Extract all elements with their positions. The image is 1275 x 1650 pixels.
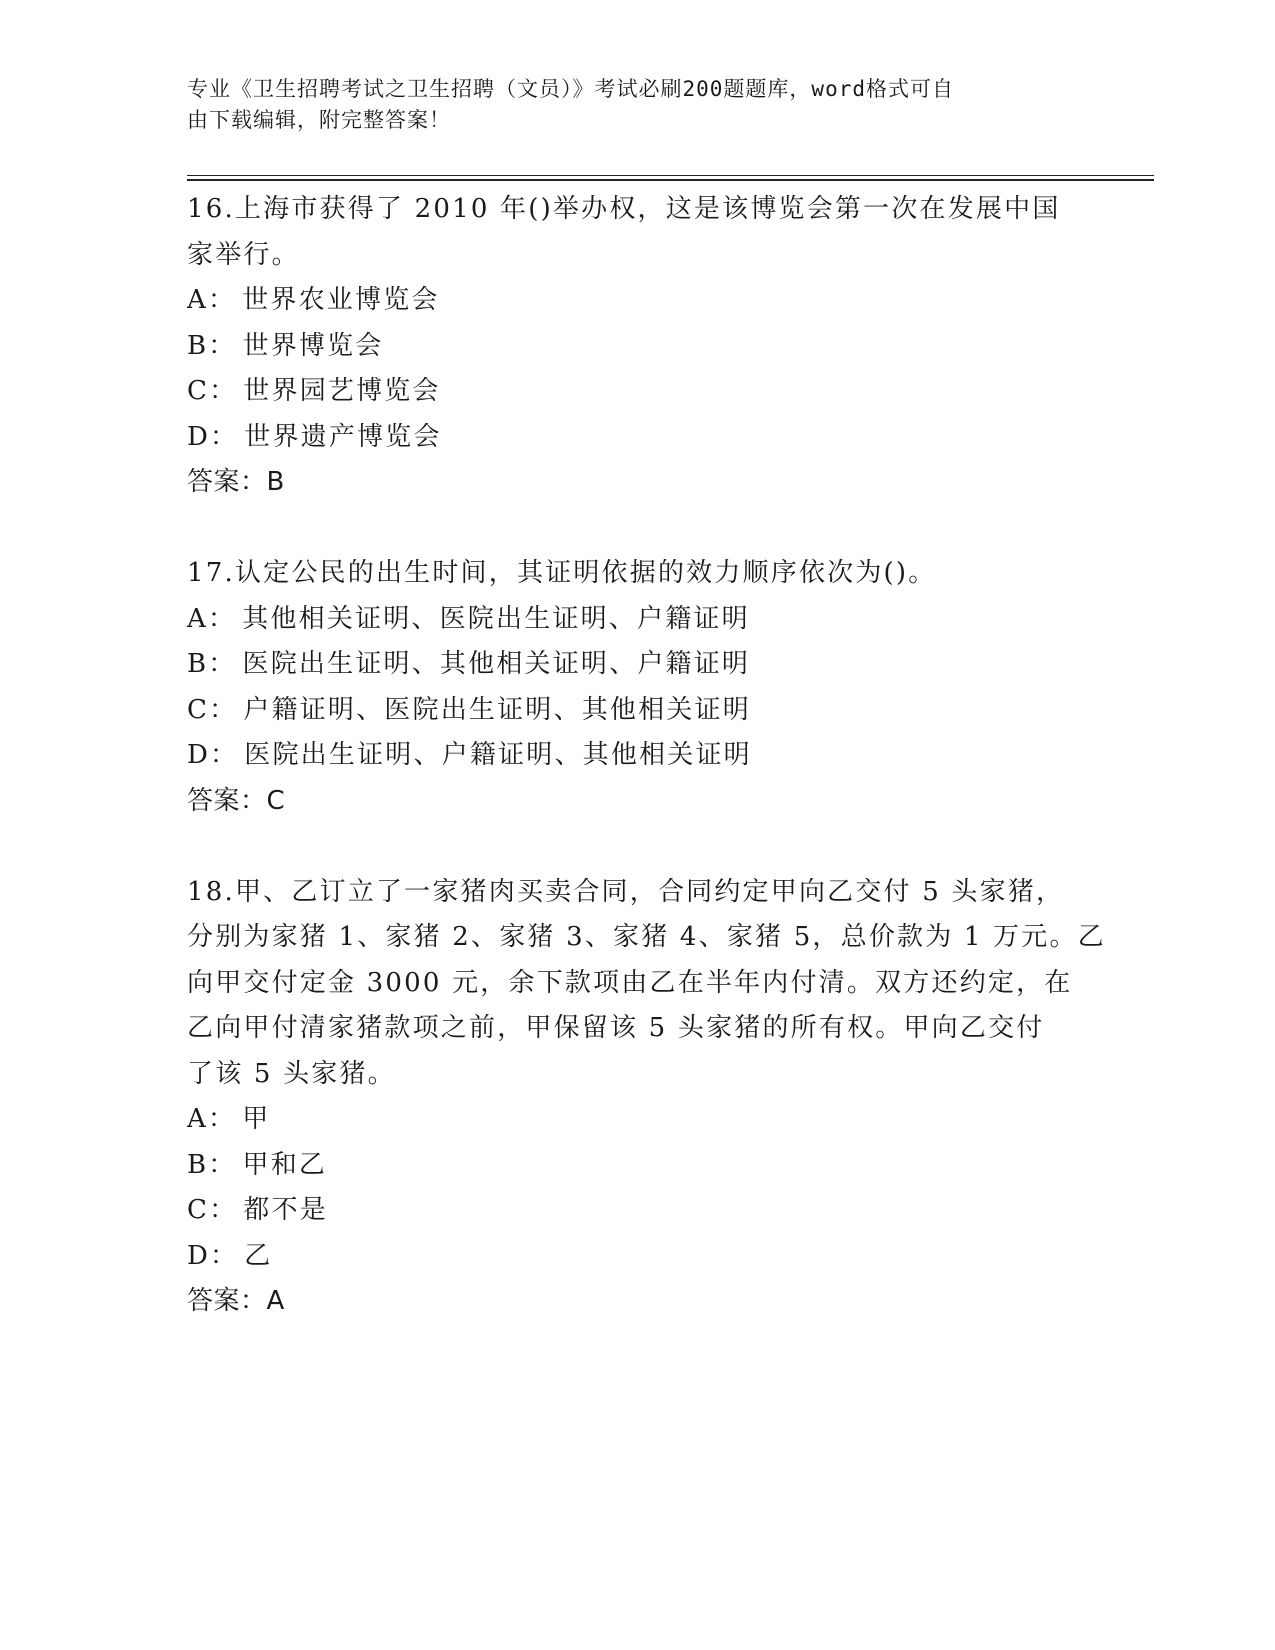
option-a <box>187 1097 1087 1143</box>
option-key: B： <box>187 1149 237 1180</box>
question-list <box>187 187 1106 1325</box>
option-key: C： <box>187 1195 238 1225</box>
option-key: C： <box>187 376 238 406</box>
option-b <box>187 324 1087 370</box>
question-stem-line: 向甲交付定金 3000 元，余下款项由乙在半年内付清。双方还约定，在 <box>187 967 1073 998</box>
option-text: 其他相关证明、医院出生证明、户籍证明 <box>242 603 750 634</box>
option-text: 世界博览会 <box>242 330 384 361</box>
option-c <box>187 1188 1087 1234</box>
question-16 <box>187 187 1087 506</box>
answer-line: 答案：C <box>187 785 286 816</box>
option-text: 甲 <box>242 1104 271 1134</box>
question-spacer <box>187 824 1087 870</box>
question-stem-line: 分别为家猪 1、家猪 2、家猪 3、家猪 4、家猪 5，总价款为 1 万元。乙 <box>187 922 1106 952</box>
option-key: A： <box>187 603 237 634</box>
option-d <box>187 1234 1087 1280</box>
option-key: D： <box>187 740 239 770</box>
question-stem-line: 了该 5 头家猪。 <box>187 1058 396 1089</box>
question-18 <box>187 870 1106 1325</box>
option-c <box>187 369 1087 415</box>
question-17 <box>187 551 1087 824</box>
option-key: D： <box>187 421 239 452</box>
option-text: 都不是 <box>243 1195 328 1225</box>
option-a <box>187 278 1087 324</box>
option-text: 甲和乙 <box>242 1149 328 1180</box>
option-a <box>187 597 1087 643</box>
option-text: 医院出生证明、户籍证明、其他相关证明 <box>244 740 752 770</box>
header-divider-thin <box>187 175 1154 176</box>
option-b <box>187 1143 1087 1189</box>
option-key: C： <box>187 694 238 725</box>
answer-line: 答案：B <box>187 467 285 497</box>
option-c <box>187 688 1087 734</box>
question-stem-line: 18.甲、乙订立了一家猪肉买卖合同，合同约定甲向乙交付 5 头家猪， <box>187 876 1065 907</box>
header-divider-thick <box>187 179 1154 181</box>
question-stem-line: 乙向甲付清家猪款项之前，甲保留该 5 头家猪的所有权。甲向乙交付 <box>187 1013 1045 1043</box>
option-text: 世界园艺博览会 <box>243 376 441 406</box>
option-key: B： <box>187 330 237 361</box>
option-key: B： <box>187 649 237 679</box>
option-d <box>187 733 1087 779</box>
header-line-1: 专业《卫生招聘考试之卫生招聘（文员）》考试必刷200题题库，word格式可自 <box>187 77 954 101</box>
question-stem-line: 家举行。 <box>187 239 300 270</box>
question-stem-line: 17.认定公民的出生时间，其证明依据的效力顺序依次为()。 <box>187 558 937 588</box>
document-header <box>187 74 1067 136</box>
option-text: 世界遗产博览会 <box>244 421 442 452</box>
option-text: 户籍证明、医院出生证明、其他相关证明 <box>243 694 751 725</box>
option-d <box>187 415 1087 461</box>
option-key: A： <box>187 285 237 315</box>
option-text: 医院出生证明、其他相关证明、户籍证明 <box>242 649 751 679</box>
option-b <box>187 642 1087 688</box>
option-text: 世界农业博览会 <box>242 285 440 315</box>
answer-line: 答案：A <box>187 1286 285 1316</box>
question-stem-line: 16.上海市获得了 2010 年()举办权，这是该博览会第一次在发展中国 <box>187 194 1061 224</box>
header-line-2: 由下载编辑，附完整答案！ <box>187 108 451 132</box>
option-key: A： <box>187 1104 237 1134</box>
question-spacer <box>187 506 1087 552</box>
option-text: 乙 <box>244 1240 273 1271</box>
option-key: D： <box>187 1240 239 1271</box>
